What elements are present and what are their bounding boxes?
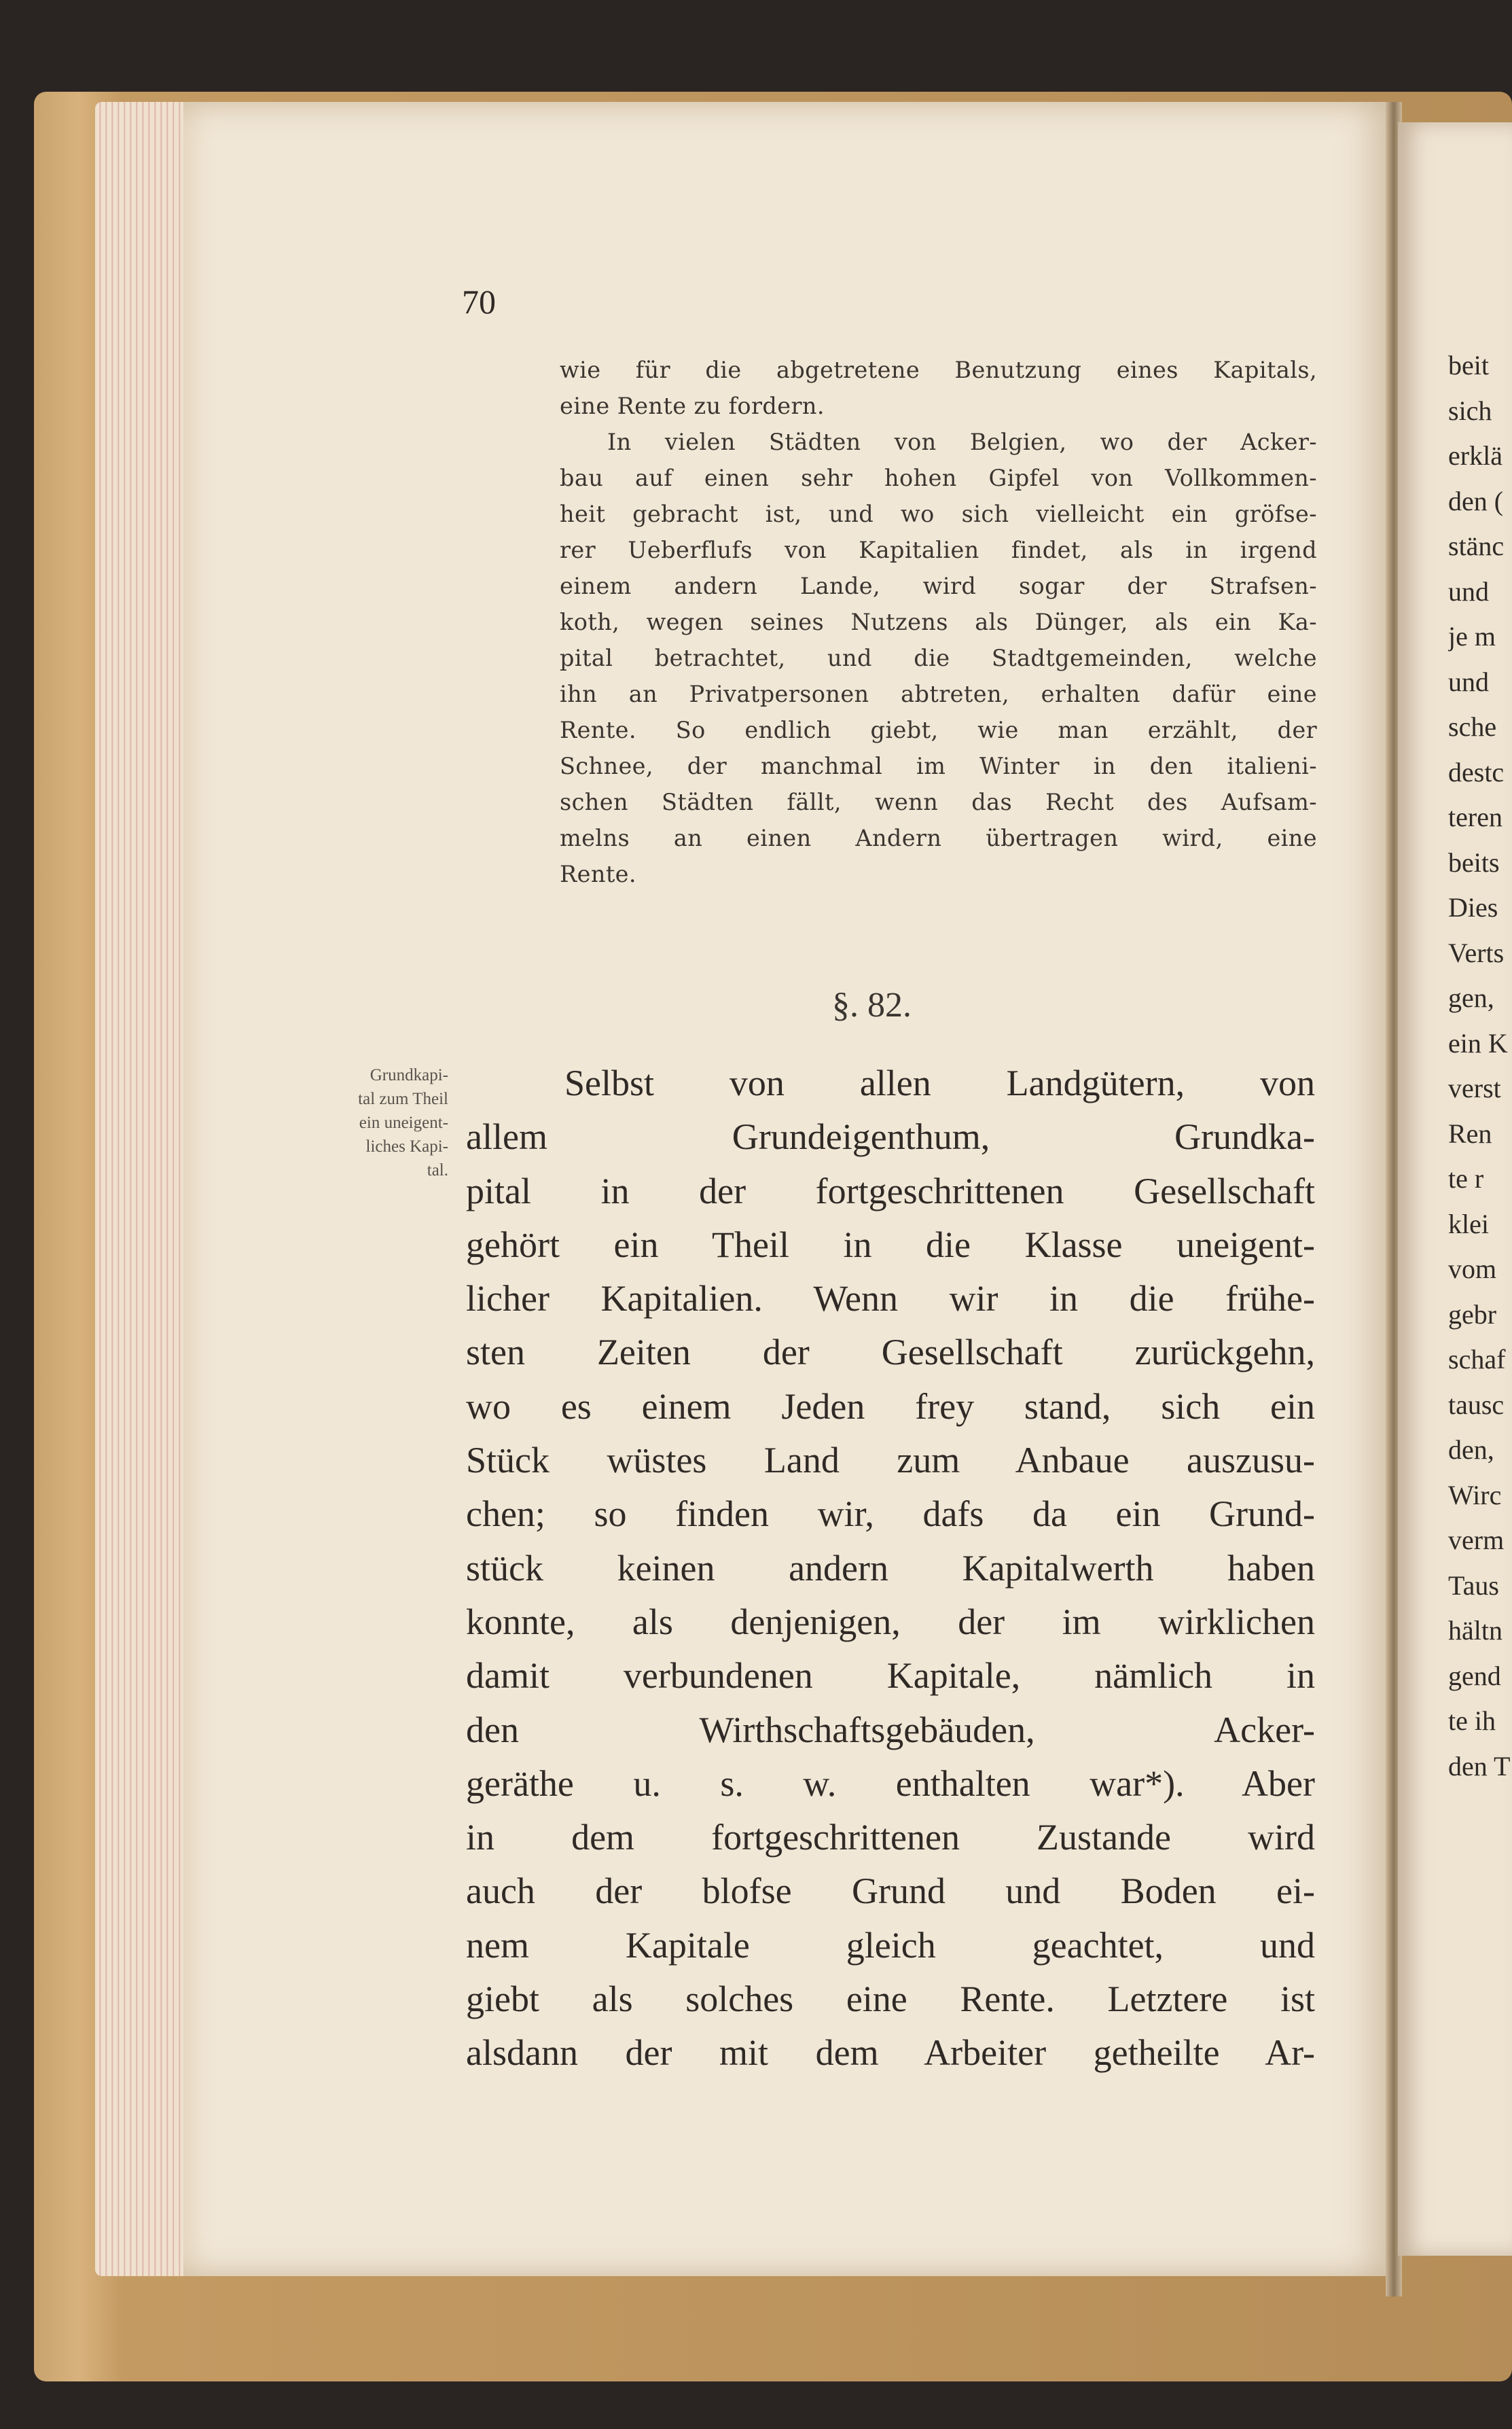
facing-page-line: teren bbox=[1448, 802, 1502, 832]
facing-page-line: hältn bbox=[1448, 1615, 1502, 1646]
text-line: allem Grundeigenthum, Grundka- bbox=[466, 1116, 1315, 1158]
facing-page-line: den ( bbox=[1448, 485, 1504, 516]
small-print-paragraph bbox=[560, 352, 1317, 892]
facing-page-line: destc bbox=[1448, 756, 1505, 787]
facing-page-line: beits bbox=[1448, 847, 1500, 878]
facing-page-line: gend bbox=[1448, 1660, 1501, 1691]
facing-page-line: den, bbox=[1448, 1434, 1494, 1465]
text-line: schen Städten fällt, wenn das Recht des Aufsam- bbox=[560, 789, 1317, 815]
text-line: auch der blofse Grund und Boden ei- bbox=[466, 1870, 1315, 1912]
facing-page-line: verst bbox=[1448, 1073, 1501, 1103]
margin-note-line: ein uneigent- bbox=[359, 1114, 448, 1132]
text-line: giebt als solches eine Rente. Letztere ist bbox=[466, 1979, 1315, 2020]
text-line: eine Rente zu fordern. bbox=[560, 393, 825, 419]
text-line: heit gebracht ist, und wo sich vielleicht ein gröfse- bbox=[560, 501, 1317, 527]
facing-page-line: verm bbox=[1448, 1525, 1505, 1555]
page-number: 70 bbox=[462, 283, 496, 321]
page-edges bbox=[95, 102, 190, 2276]
margin-note-line: liches Kapi- bbox=[365, 1137, 448, 1156]
text-line: einem andern Lande, wird sogar der Strafsen- bbox=[560, 573, 1317, 599]
facing-page-line: ein K bbox=[1448, 1027, 1508, 1059]
text-line: wie für die abgetretene Benutzung eines Kapitals, bbox=[560, 357, 1317, 383]
facing-page-line: sich bbox=[1448, 395, 1492, 426]
text-line: wo es einem Jeden frey stand, sich ein bbox=[466, 1385, 1315, 1427]
text-line: ihn an Privatpersonen abtreten, erhalten dafür eine bbox=[560, 681, 1317, 707]
text-line: sten Zeiten der Gesellschaft zurückgehn, bbox=[466, 1332, 1315, 1373]
text-line: pital in der fortgeschrittenen Gesellschaft bbox=[466, 1170, 1315, 1211]
facing-page-line: erklä bbox=[1448, 440, 1502, 471]
facing-page-line: tausc bbox=[1448, 1389, 1505, 1420]
text-line: Schnee, der manchmal im Winter in den italieni- bbox=[560, 753, 1317, 779]
text-line: bau auf einen sehr hohen Gipfel von Vollkommen- bbox=[560, 465, 1317, 491]
facing-page-line: Verts bbox=[1448, 937, 1505, 968]
facing-page-line: je m bbox=[1448, 621, 1496, 652]
text-line: alsdann der mit dem Arbeiter getheilte Ar- bbox=[466, 2032, 1315, 2074]
facing-page-line: te r bbox=[1448, 1163, 1484, 1194]
facing-page-line: vom bbox=[1448, 1254, 1497, 1284]
facing-page-text bbox=[1448, 343, 1511, 1789]
text-line: licher Kapitalien. Wenn wir in die frühe- bbox=[466, 1278, 1315, 1319]
facing-page-line: Taus bbox=[1448, 1570, 1499, 1601]
margin-note-line: Grundkapi- bbox=[370, 1066, 448, 1084]
facing-page-line: klei bbox=[1448, 1208, 1489, 1239]
text-line: den Wirthschaftsgebäuden, Acker- bbox=[466, 1709, 1315, 1750]
text-line: Selbst von allen Landgütern, von bbox=[564, 1063, 1315, 1103]
text-line: melns an einen Andern übertragen wird, eine bbox=[560, 825, 1317, 851]
text-line: Stück wüstes Land zum Anbaue auszusu- bbox=[466, 1440, 1315, 1481]
text-line: chen; so finden wir, dafs da ein Grund- bbox=[466, 1493, 1315, 1535]
margin-note bbox=[292, 1063, 448, 1182]
facing-page-line: Dies bbox=[1448, 892, 1498, 923]
text-line: geräthe u. s. w. enthalten war*). Aber bbox=[466, 1762, 1315, 1804]
facing-page-line: sche bbox=[1448, 711, 1497, 742]
text-line: In vielen Städten von Belgien, wo der Acker- bbox=[607, 429, 1317, 455]
facing-page-line: te ih bbox=[1448, 1705, 1496, 1736]
text-line: rer Ueberflufs von Kapitalien findet, als in irgend bbox=[560, 537, 1317, 563]
facing-page-line: Wirc bbox=[1448, 1479, 1502, 1510]
main-paragraph bbox=[466, 1057, 1315, 2080]
facing-page-line: gebr bbox=[1448, 1298, 1497, 1330]
section-heading: §. 82. bbox=[832, 986, 912, 1025]
facing-page-line: beit bbox=[1448, 350, 1489, 380]
text-line: in dem fortgeschrittenen Zustande wird bbox=[466, 1817, 1315, 1858]
text-line: Rente. bbox=[560, 861, 636, 887]
text-line: stück keinen andern Kapitalwerth haben bbox=[466, 1547, 1315, 1589]
facing-page-line: Ren bbox=[1448, 1118, 1492, 1149]
margin-note-line: tal zum Theil bbox=[358, 1090, 448, 1108]
facing-page-line: und bbox=[1448, 666, 1489, 697]
margin-note-line: tal. bbox=[427, 1161, 448, 1180]
text-line: damit verbundenen Kapitale, nämlich in bbox=[466, 1655, 1315, 1697]
facing-page-line: und bbox=[1448, 575, 1489, 607]
text-line: konnte, als denjenigen, der im wirklichen bbox=[466, 1601, 1315, 1642]
facing-page-line: schaf bbox=[1448, 1344, 1506, 1375]
text-line: Rente. So endlich giebt, wie man erzählt, der bbox=[560, 717, 1317, 743]
facing-page-line: stänc bbox=[1448, 531, 1505, 561]
text-line: koth, wegen seines Nutzens als Dünger, als ein Ka- bbox=[560, 609, 1317, 635]
facing-page-line: gen, bbox=[1448, 982, 1494, 1013]
facing-page-line: den T bbox=[1448, 1750, 1511, 1781]
text-line: nem Kapitale gleich geachtet, und bbox=[466, 1924, 1315, 1966]
text-line: gehört ein Theil in die Klasse uneigent- bbox=[466, 1224, 1315, 1265]
text-line: pital betrachtet, und die Stadtgemeinden, welche bbox=[560, 645, 1317, 671]
